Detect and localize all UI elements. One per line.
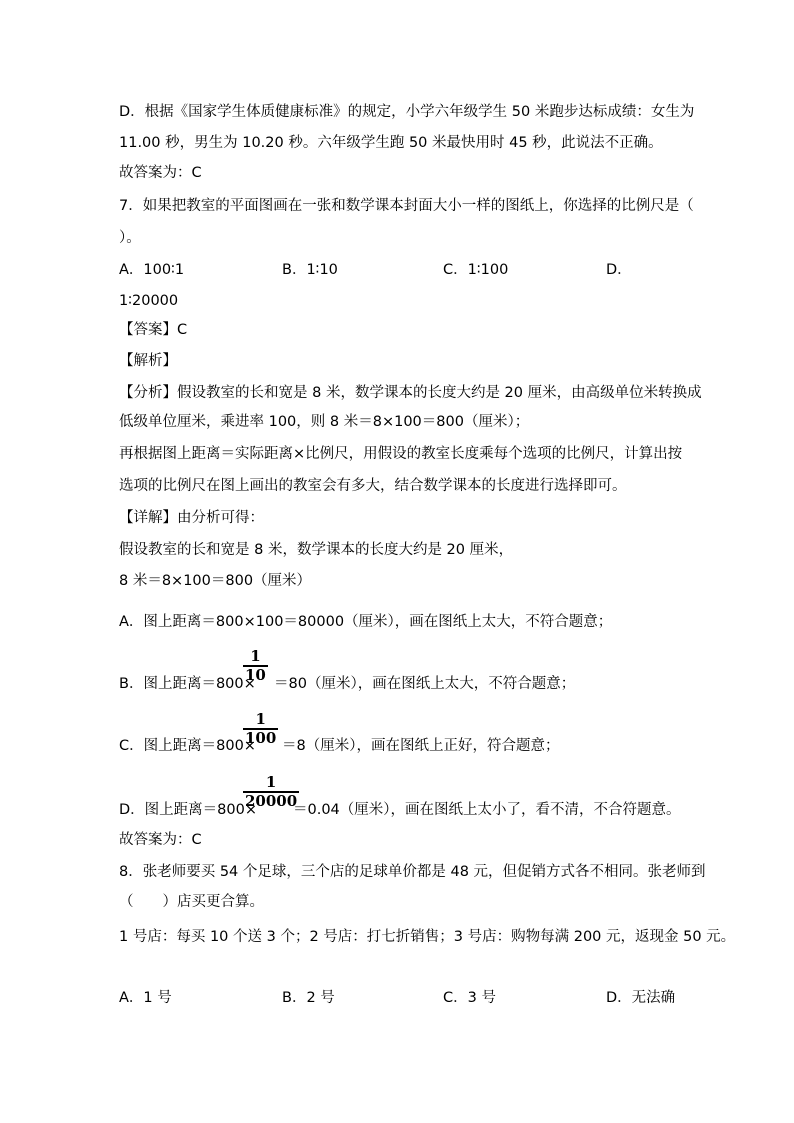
- option-c: C．1∶100: [443, 262, 509, 278]
- analysis-heading: 【解析】: [119, 353, 177, 369]
- fraction-denominator: 100: [245, 728, 277, 747]
- calc-d-suffix: ＝0.04（厘米），画在图纸上太小了，看不清，不合符题意。: [293, 802, 681, 818]
- calc-c-prefix: C．图上距离＝800×: [119, 738, 256, 754]
- question-8-shops: 1 号店：每买 10 个送 3 个；2 号店：打七折销售；3 号店：购物每满 200 元，返现金 50 元。: [119, 929, 736, 945]
- text-line: 故答案为：C: [119, 165, 202, 181]
- option-a: A．1 号: [119, 990, 172, 1006]
- calc-b-prefix: B．图上距离＝800×: [119, 676, 256, 692]
- calc-c-suffix: ＝8（厘米），画在图纸上正好，符合题意；: [282, 738, 560, 754]
- calc-d-prefix: D．图上距离＝800×: [119, 802, 257, 818]
- option-d: D．: [606, 262, 632, 278]
- question-7: 7．如果把教室的平面图画在一张和数学课本封面大小一样的图纸上，你选择的比例尺是（: [119, 198, 694, 214]
- option-b: B．1∶10: [282, 262, 338, 278]
- option-c: C．3 号: [443, 990, 496, 1006]
- fraction-b: [243, 648, 268, 684]
- option-a: A．100∶1: [119, 262, 185, 278]
- question-8-cont: （ ）店买更合算。: [119, 894, 264, 910]
- detail-heading: 【详解】由分析可得：: [119, 510, 264, 526]
- fraction-numerator: 1: [255, 710, 266, 728]
- fraction-numerator: 1: [250, 647, 261, 665]
- analysis-line: 再根据图上距离＝实际距离×比例尺，用假设的教室长度乘每个选项的比例尺，计算出按: [119, 446, 683, 462]
- fraction-denominator: 10: [245, 665, 266, 684]
- analysis-line: 【分析】假设教室的长和宽是 8 米，数学课本的长度大约是 20 厘米，由高级单位米转换成: [119, 385, 702, 401]
- detail-line: 8 米＝8×100＝800（厘米）: [119, 573, 312, 589]
- fraction-d: [243, 774, 299, 810]
- calc-b-suffix: ＝80（厘米），画在图纸上太大，不符合题意；: [274, 676, 576, 692]
- option-b: B．2 号: [282, 990, 335, 1006]
- fraction-numerator: 1: [265, 773, 277, 791]
- analysis-line: 选项的比例尺在图上画出的教室会有多大，结合数学课本的长度进行选择即可。: [119, 478, 627, 494]
- fraction-denominator: 20000: [245, 791, 298, 810]
- analysis-line: 低级单位厘米，乘进率 100，则 8 米＝8×100＝800（厘米）；: [119, 414, 530, 430]
- answer-line: 故答案为：C: [119, 832, 202, 848]
- question-8: 8．张老师要买 54 个足球，三个店的足球单价都是 48 元，但促销方式各不相同。张老师到: [119, 864, 706, 880]
- answer-label: 【答案】C: [119, 322, 188, 338]
- text-line: D．根据《国家学生体质健康标准》的规定，小学六年级学生 50 米跑步达标成绩：女生为: [119, 104, 695, 120]
- text-line: 11.00 秒，男生为 10.20 秒。六年级学生跑 50 米最快用时 45 秒，此说法不正确。: [119, 135, 663, 151]
- question-7-cont: ）。: [119, 230, 141, 246]
- detail-line: 假设教室的长和宽是 8 米，数学课本的长度大约是 20 厘米，: [119, 542, 514, 558]
- fraction-c: [243, 711, 278, 747]
- option-d-cont: 1∶20000: [119, 293, 179, 309]
- calc-a: A．图上距离＝800×100＝80000（厘米），画在图纸上太大，不符合题意；: [119, 614, 613, 630]
- option-d: D．无法确: [606, 990, 676, 1006]
